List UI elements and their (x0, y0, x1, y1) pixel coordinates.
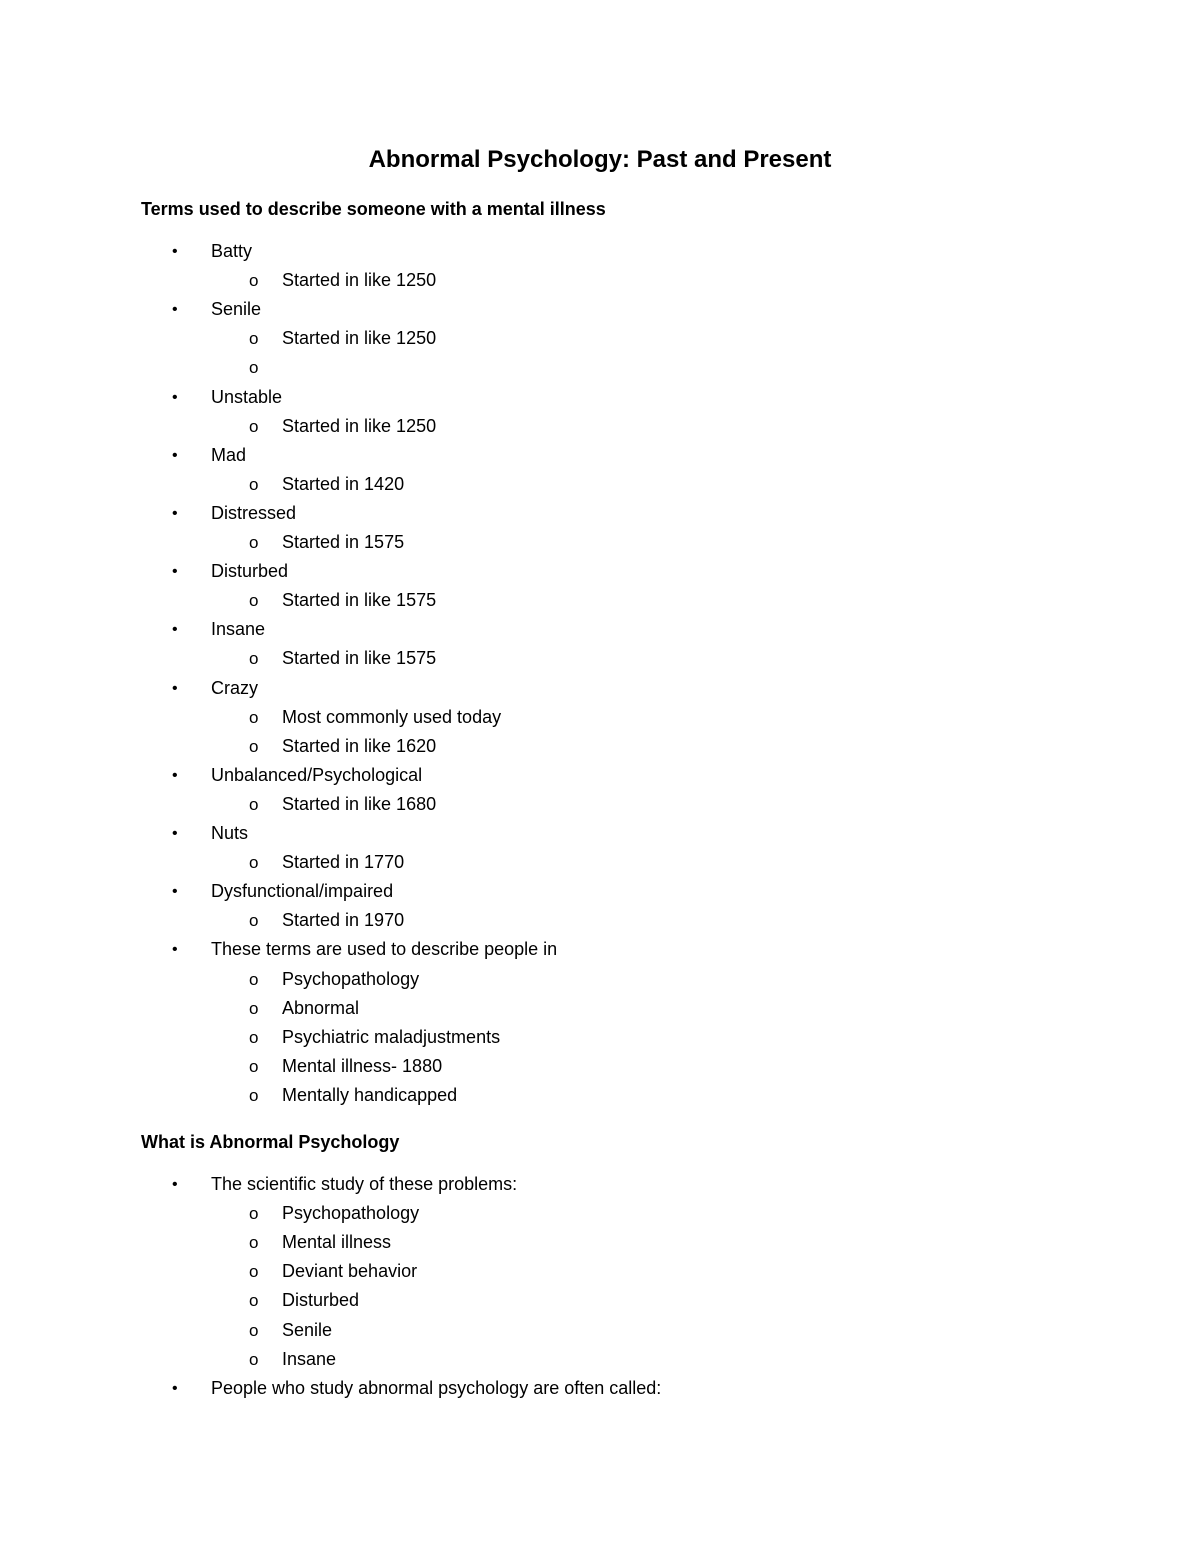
list-item-label: Crazy (211, 677, 259, 698)
hollow-bullet-icon: o (249, 474, 259, 494)
sub-list-item-label: Mentally handicapped (282, 1084, 458, 1105)
list-item-label: Batty (211, 241, 253, 261)
list-item-label: The scientific study of these problems: (211, 1174, 518, 1194)
sub-list-item-label: Psychopathology (282, 1203, 420, 1224)
bullet-icon: • (172, 563, 178, 581)
bullet-icon: • (172, 941, 178, 959)
sub-list-item-label: Deviant behavior (282, 1261, 418, 1282)
hollow-bullet-icon: o (249, 794, 259, 814)
bullet-icon: • (172, 301, 178, 319)
list-item-label: Unbalanced/Psychological (211, 764, 423, 785)
hollow-bullet-icon: o (249, 649, 259, 669)
bullet-icon: • (172, 679, 178, 697)
hollow-bullet-icon: o (249, 998, 259, 1018)
hollow-bullet-icon: o (249, 1320, 259, 1340)
hollow-bullet-icon: o (249, 1027, 259, 1047)
list-item-label: Mad (211, 444, 247, 465)
list-item-label: Dysfunctional/impaired (211, 881, 394, 902)
list-item-label: Disturbed (211, 561, 289, 582)
hollow-bullet-icon: o (249, 1262, 259, 1282)
sub-list-item-label: Started in like 1575 (282, 648, 437, 669)
list-item-label: Senile (211, 299, 262, 320)
sub-list-item-label: Senile (282, 1319, 333, 1340)
hollow-bullet-icon: o (249, 911, 259, 931)
bullet-icon: • (172, 243, 178, 260)
hollow-bullet-icon: o (249, 416, 259, 436)
list-item-label: These terms are used to describe people in (211, 939, 558, 960)
hollow-bullet-icon: o (249, 329, 259, 349)
section-heading: Terms used to describe someone with a mental illness (141, 199, 606, 219)
hollow-bullet-icon: o (249, 1349, 259, 1369)
list-item-label: Insane (211, 619, 266, 640)
bullet-icon: • (172, 621, 178, 639)
sub-list-item-label: Started in 1970 (282, 910, 405, 931)
sub-list-item-label: Psychopathology (282, 968, 420, 989)
bullet-icon: • (172, 446, 178, 464)
hollow-bullet-icon: o (249, 736, 259, 756)
bullet-icon: • (172, 1176, 178, 1193)
hollow-bullet-icon: o (249, 1233, 259, 1253)
bullet-icon: • (172, 825, 178, 842)
sub-list-item-label: Disturbed (282, 1290, 360, 1311)
sub-list-item-label: Started in like 1680 (282, 793, 437, 814)
sub-list-item-label: Abnormal (282, 997, 360, 1018)
sub-list-item-label: Started in like 1620 (282, 735, 437, 756)
list-item-label: Unstable (211, 386, 283, 407)
hollow-bullet-icon: o (249, 1291, 259, 1311)
sub-list-item-label: Started in like 1250 (282, 270, 437, 291)
sub-list-item-label: Started in like 1250 (282, 328, 437, 349)
sub-list-item-label: Started in 1420 (282, 473, 405, 494)
bullet-icon: • (172, 766, 178, 784)
bullet-icon: • (172, 388, 178, 406)
hollow-bullet-icon: o (249, 1085, 259, 1105)
hollow-bullet-icon: o (249, 358, 259, 378)
bullet-icon: • (172, 883, 178, 901)
sub-list-item-label: Started in like 1575 (282, 590, 437, 611)
hollow-bullet-icon: o (249, 969, 259, 989)
list-item-label: Nuts (211, 823, 249, 843)
hollow-bullet-icon: o (249, 707, 259, 727)
sub-list-item-label: Mental illness- 1880 (282, 1055, 443, 1076)
section-heading: What is Abnormal Psychology (141, 1132, 400, 1152)
hollow-bullet-icon: o (249, 1204, 259, 1224)
sub-list-item-label: Mental illness (282, 1232, 392, 1253)
hollow-bullet-icon: o (249, 591, 259, 611)
sub-list-item-label: Most commonly used today (282, 706, 502, 727)
list-item-label: Distressed (211, 502, 297, 523)
sub-list-item-label: Psychiatric maladjustments (282, 1026, 501, 1047)
list-item-label: People who study abnormal psychology are often called: (211, 1377, 662, 1398)
sub-list-item-label: Started in 1575 (282, 532, 405, 552)
bullet-icon: • (172, 1379, 178, 1397)
sub-list-item-label: Insane (282, 1348, 337, 1369)
page-title: Abnormal Psychology: Past and Present (368, 146, 832, 173)
sub-list-item-label: Started in 1770 (282, 852, 405, 873)
sub-list-item-label: Started in like 1250 (282, 415, 437, 436)
hollow-bullet-icon: o (249, 533, 259, 552)
bullet-icon: • (172, 504, 178, 522)
hollow-bullet-icon: o (249, 853, 259, 873)
hollow-bullet-icon: o (249, 1056, 259, 1076)
hollow-bullet-icon: o (249, 271, 259, 291)
